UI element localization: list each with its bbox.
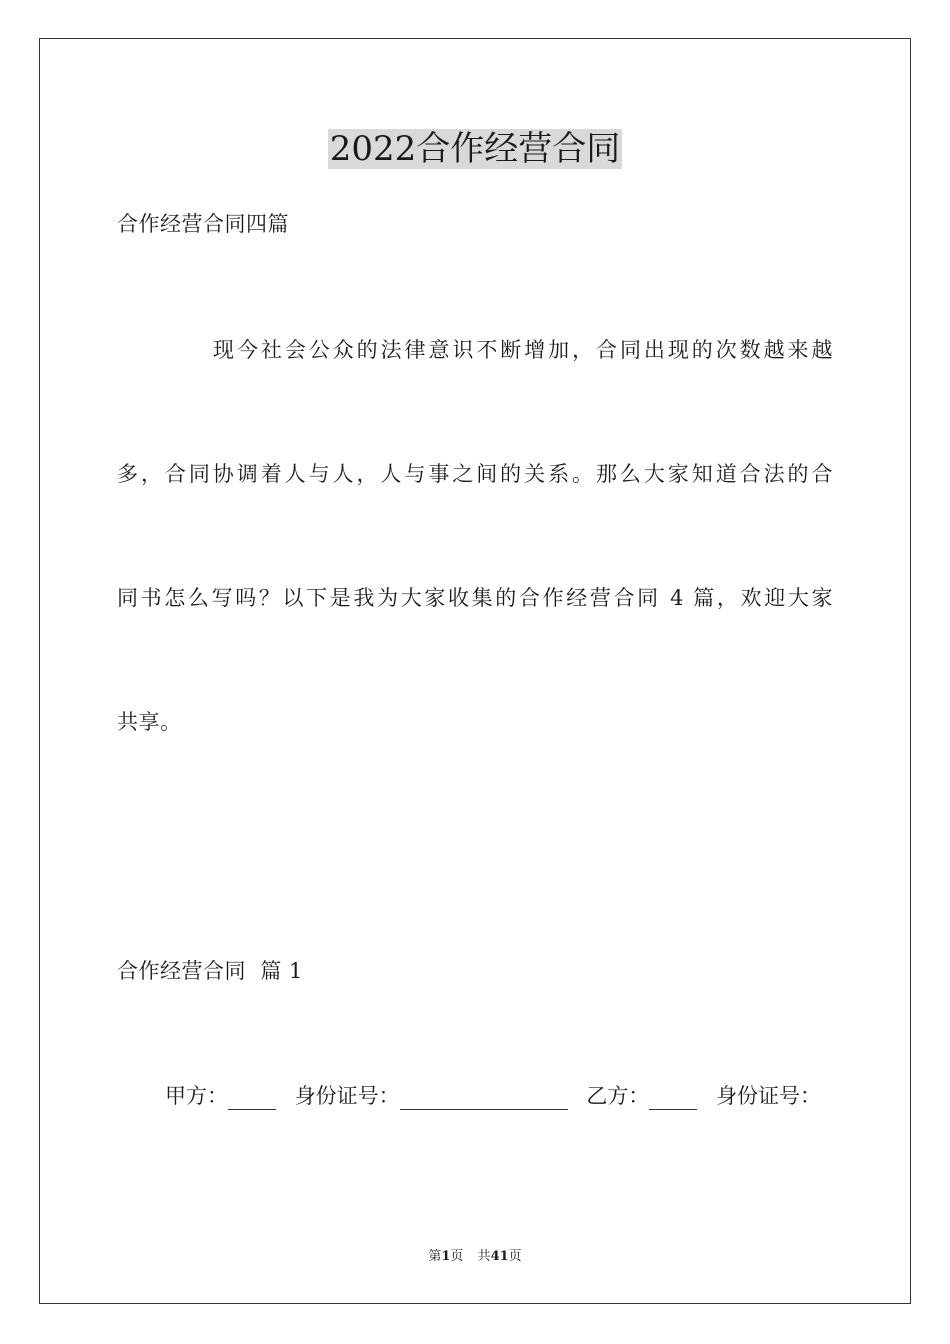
intro-line-3: 同书怎么写吗？以下是我为大家收集的合作经营合同 4 篇，欢迎大家 [117,586,833,610]
id-number-label-a: 身份证号： [294,1084,400,1108]
footer-total-suffix: 页 [508,1249,522,1264]
footer-page-suffix: 页 [450,1249,464,1264]
footer-page-prefix: 第 [428,1249,442,1264]
id-number-label-b: 身份证号： [716,1084,822,1108]
document-subtitle: 合作经营合同四篇 [117,212,289,236]
footer-total-pages: 41 [490,1249,509,1264]
document-title-text: 2022合作经营合同 [329,129,621,169]
footer-page-number: 1 [441,1249,451,1264]
party-a-blank[interactable] [228,1087,276,1110]
page-footer [0,1248,950,1266]
id-number-blank-a[interactable] [400,1087,568,1110]
party-b-blank[interactable] [649,1087,697,1110]
section-heading: 合作经营合同 篇 1 [117,959,303,983]
document-title [0,128,950,170]
party-b-label: 乙方： [586,1084,650,1108]
intro-line-2: 多，合同协调着人与人，人与事之间的关系。那么大家知道合法的合 [117,462,833,486]
footer-total-prefix: 共 [477,1249,491,1264]
party-info-line [165,1082,821,1110]
intro-line-1: 现今社会公众的法律意识不断增加，合同出现的次数越来越 [213,338,833,362]
party-a-label: 甲方： [165,1084,228,1108]
intro-line-4: 共享。 [117,710,182,734]
